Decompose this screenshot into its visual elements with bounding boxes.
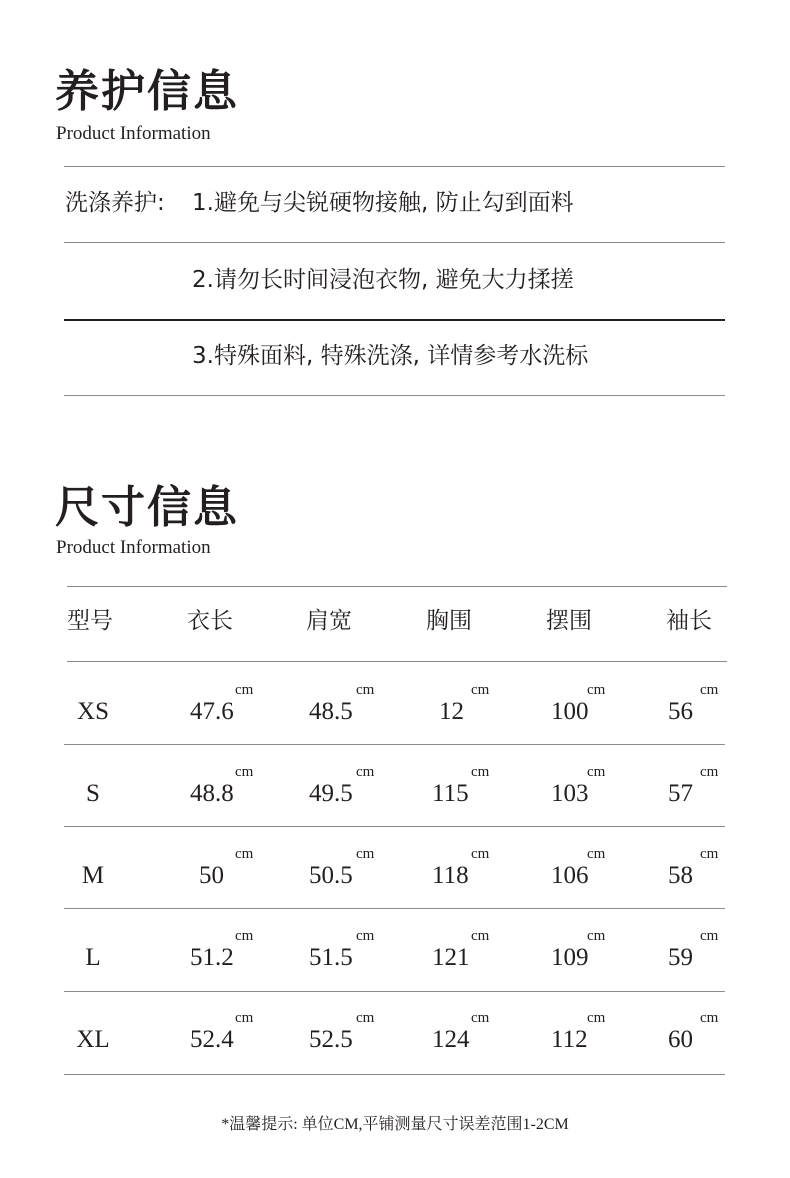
header-chest: 胸围 — [426, 608, 472, 634]
measurement-value: 57 — [668, 780, 693, 807]
size-label: XL — [76, 1026, 110, 1053]
unit-label: cm — [471, 846, 490, 862]
divider — [64, 1074, 725, 1075]
measurement-value: 47.6 — [190, 698, 234, 725]
divider — [64, 991, 725, 992]
header-size: 型号 — [67, 608, 113, 634]
measurement-value: 115 — [432, 780, 469, 807]
care-item-1: 1.避免与尖锐硬物接触, 防止勾到面料 — [192, 190, 574, 216]
header-hem: 摆围 — [546, 608, 592, 634]
measurement-value: 118 — [432, 862, 469, 889]
measurement-value: 124 — [432, 1026, 470, 1053]
measurement-value: 51.2 — [190, 944, 234, 971]
size-label: S — [86, 780, 100, 807]
measurement-value: 103 — [551, 780, 589, 807]
unit-label: cm — [235, 764, 254, 780]
measurement-value: 12 — [439, 698, 464, 725]
size-label: L — [85, 944, 101, 971]
measurement-value: 50.5 — [309, 862, 353, 889]
divider — [64, 319, 725, 321]
care-label: 洗涤养护: — [65, 190, 165, 216]
divider — [64, 908, 725, 909]
header-shoulder: 肩宽 — [306, 608, 352, 634]
unit-label: cm — [471, 1010, 490, 1026]
divider — [64, 744, 725, 745]
unit-label: cm — [587, 1010, 606, 1026]
footer-note: *温馨提示: 单位CM,平铺测量尺寸误差范围1-2CM — [221, 1116, 569, 1133]
measurement-value: 48.5 — [309, 698, 353, 725]
size-label: M — [81, 862, 105, 889]
measurement-value: 51.5 — [309, 944, 353, 971]
unit-label: cm — [700, 846, 719, 862]
measurement-value: 52.4 — [190, 1026, 234, 1053]
divider — [64, 166, 725, 167]
unit-label: cm — [471, 764, 490, 780]
unit-label: cm — [235, 846, 254, 862]
care-title: 养护信息 — [55, 66, 239, 117]
divider — [64, 395, 725, 396]
unit-label: cm — [587, 846, 606, 862]
measurement-value: 49.5 — [309, 780, 353, 807]
measurement-value: 56 — [668, 698, 693, 725]
size-subtitle: Product Information — [56, 537, 211, 558]
care-item-2: 2.请勿长时间浸泡衣物, 避免大力揉搓 — [192, 267, 574, 293]
header-sleeve: 袖长 — [666, 608, 712, 634]
measurement-value: 58 — [668, 862, 693, 889]
unit-label: cm — [471, 682, 490, 698]
unit-label: cm — [700, 682, 719, 698]
measurement-value: 112 — [551, 1026, 588, 1053]
unit-label: cm — [235, 1010, 254, 1026]
unit-label: cm — [235, 682, 254, 698]
unit-label: cm — [587, 764, 606, 780]
unit-label: cm — [356, 928, 375, 944]
care-item-3: 3.特殊面料, 特殊洗涤, 详情参考水洗标 — [192, 343, 589, 369]
divider — [67, 661, 727, 662]
unit-label: cm — [471, 928, 490, 944]
divider — [64, 826, 725, 827]
divider — [64, 242, 725, 243]
unit-label: cm — [356, 846, 375, 862]
unit-label: cm — [587, 682, 606, 698]
header-length: 衣长 — [187, 608, 233, 634]
unit-label: cm — [700, 764, 719, 780]
measurement-value: 52.5 — [309, 1026, 353, 1053]
measurement-value: 50 — [199, 862, 224, 889]
unit-label: cm — [356, 682, 375, 698]
unit-label: cm — [700, 1010, 719, 1026]
measurement-value: 60 — [668, 1026, 693, 1053]
measurement-value: 121 — [432, 944, 470, 971]
size-title: 尺寸信息 — [55, 482, 239, 533]
size-label: XS — [77, 698, 109, 725]
table-top-border — [67, 586, 727, 587]
unit-label: cm — [587, 928, 606, 944]
care-subtitle: Product Information — [56, 123, 211, 144]
unit-label: cm — [356, 764, 375, 780]
measurement-value: 48.8 — [190, 780, 234, 807]
measurement-value: 59 — [668, 944, 693, 971]
measurement-value: 100 — [551, 698, 589, 725]
unit-label: cm — [700, 928, 719, 944]
measurement-value: 106 — [551, 862, 589, 889]
unit-label: cm — [356, 1010, 375, 1026]
unit-label: cm — [235, 928, 254, 944]
measurement-value: 109 — [551, 944, 589, 971]
